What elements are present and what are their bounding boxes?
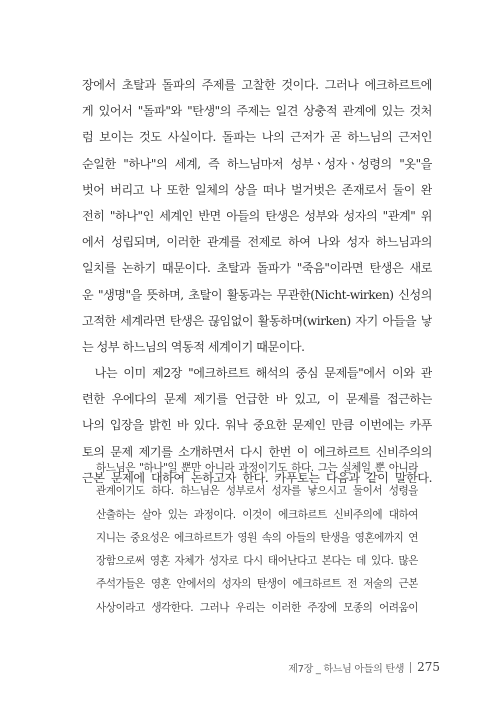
text-line: 벗어 버리고 나 또한 일체의 상을 떠나 벌거벗은 존재로서 둘이 완 — [82, 182, 432, 197]
quote-line: 하느님은 "하나"일 뿐만 아니라 과정이기도 하다. 그는 실체일 뿐 아니라 — [96, 462, 418, 474]
text-line: 럼 보이는 것도 사실이다. 돌파는 나의 근저가 곧 하느님의 근저인 — [82, 130, 432, 145]
text-line: 전히 "하나"인 세계인 반면 아들의 탄생은 성부와 성자의 "관계" 위 — [82, 208, 432, 223]
text-line: 나의 입장을 밝힌 바 있다. 워낙 중요한 문제인 만큼 이번에는 카푸 — [82, 418, 432, 433]
text-line: 는 성부 하느님의 역동적 세계이기 때문이다. — [82, 339, 305, 354]
quote-line: 사상이라고 생각한다. 그러나 우리는 이러한 주장에 모종의 어려움이 — [96, 601, 418, 614]
text-line: 에서 성립되며, 이러한 관계를 전제로 하여 나와 성자 하느님과의 — [82, 235, 432, 250]
text-line: 운 "생명"을 뜻하며, 초탈이 활동과는 무관한(Nicht-wirken) 신성의 — [82, 287, 432, 302]
quote-line: 주석가들은 영혼 안에서의 성자의 탄생이 에크하르트 전 저술의 근본 — [96, 578, 418, 591]
quote-line: 장함으로써 영혼 자체가 성자로 다시 태어난다고 본다는 데 있다. 많은 — [96, 555, 418, 568]
quote-line: 지니는 중요성은 에크하르트가 영원 속의 아들의 탄생을 영혼에까지 연 — [96, 531, 418, 544]
text-line: 토의 문제 제기를 소개하면서 다시 한번 이 에크하르트 신비주의의 — [82, 444, 432, 459]
text-line: 순일한 "하나"의 세계, 즉 하느님마저 성부ㆍ성자ㆍ성령의 "옷"을 — [82, 156, 432, 171]
quote-line: 관계이기도 하다. 하느님은 성부로서 성자를 낳으시고 둘이서 성령을 — [96, 485, 418, 498]
text-line: 일치를 논하기 때문이다. 초탈과 돌파가 "죽음"이라면 탄생은 새로 — [82, 261, 432, 276]
text-line: 근본 문제에 대하여 논하고자 한다. 카푸토는 다음과 같이 말한다. — [82, 470, 432, 485]
running-footer-chapter: 제7장 _ 하느님 아들의 탄생 — [288, 663, 405, 675]
text-line: 련한 우에다의 문제 제기를 언급한 바 있고, 이 문제를 접근하는 — [82, 392, 432, 407]
page-footer — [260, 657, 440, 677]
main-text-block — [82, 72, 432, 491]
text-line: 나는 이미 제2장 "에크하르트 해석의 중심 문제들"에서 이와 관 — [82, 366, 432, 381]
text-line: 장에서 초탈과 돌파의 주제를 고찰한 것이다. 그러나 에크하르트에 — [82, 78, 432, 92]
text-line: 게 있어서 "돌파"와 "탄생"의 주제는 일견 상충적 관계에 있는 것처 — [82, 104, 432, 119]
page-number: 275 — [417, 660, 440, 674]
block-quote — [96, 457, 418, 620]
footer-divider — [410, 662, 411, 673]
quote-line: 산출하는 살아 있는 과정이다. 이것이 에크하르트 신비주의에 대하여 — [96, 508, 418, 521]
text-line: 고적한 세계라면 탄생은 끊임없이 활동하며(wirken) 자기 아들을 낳 — [82, 313, 432, 328]
